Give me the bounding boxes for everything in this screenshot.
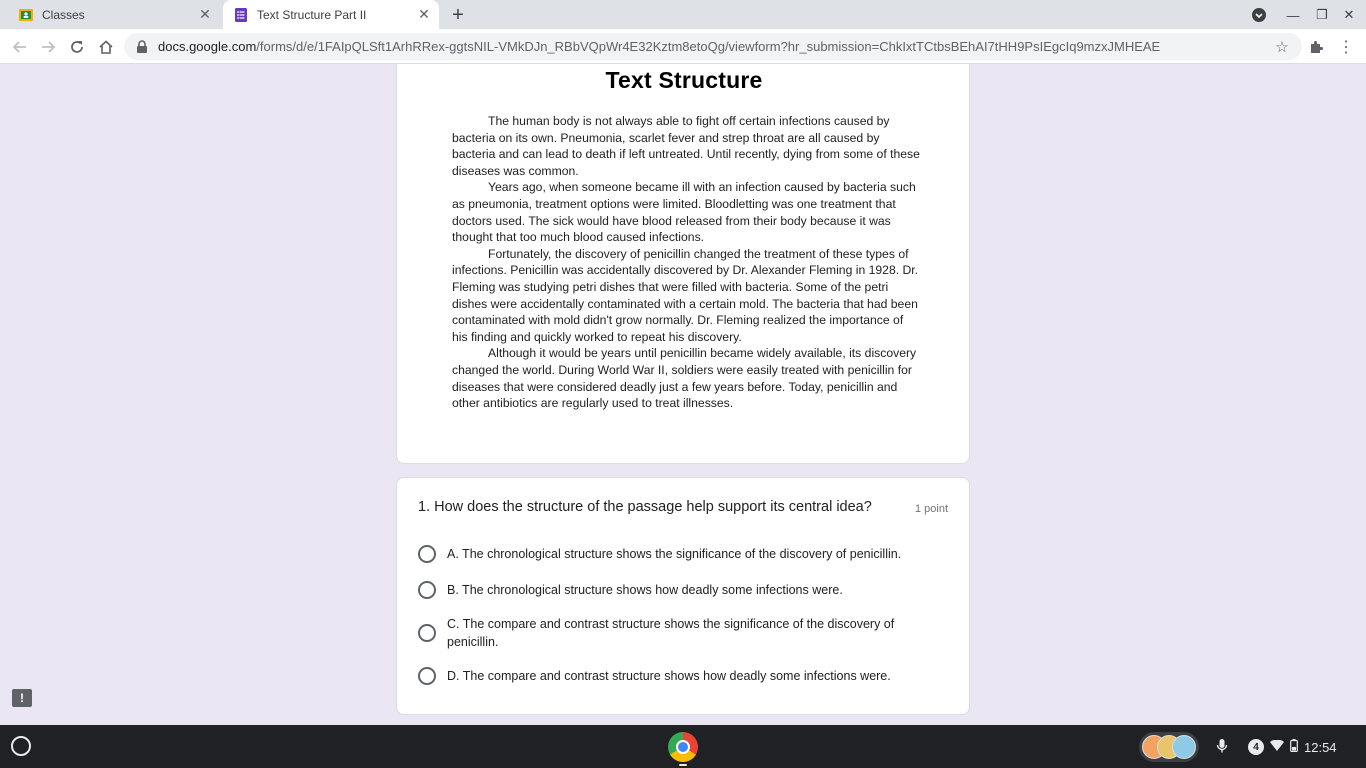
wifi-icon bbox=[1270, 740, 1284, 755]
passage-paragraph: Although it would be years until penicillin became widely available, its discovery changed the world. During World War II, soldiers were easily treated with penicillin for diseases that were considered deadly just a few years before. Today, penicillin and other antibiotics are regularly used to treat illnesses. bbox=[452, 346, 917, 411]
tab-classes[interactable] bbox=[8, 0, 220, 29]
clock: 12:54 bbox=[1304, 739, 1337, 755]
tab-text-structure[interactable] bbox=[223, 0, 439, 29]
passage-paragraph: Fortunately, the discovery of penicillin changed the treatment of these types of infections. Penicillin was accidentally discovered by Dr. Alexander Fleming in 1928. Dr. Fleming was studying petri dishes that were filled with bacteria. Some of the petri dishes were accidentally contaminated with a certain mold. The bacteria that had been contaminated with mold didn't grow normally. Dr. Fleming realized the importance of his finding and quickly worked to repeat his discovery. bbox=[452, 246, 919, 344]
google-forms-icon bbox=[233, 7, 249, 23]
option-label: C. The compare and contrast structure shows the significance of the discovery of penicillin. bbox=[447, 617, 895, 649]
option-label: A. The chronological structure shows the significance of the discovery of penicillin. bbox=[447, 547, 902, 561]
question-points: 1 point bbox=[914, 503, 948, 515]
avatar bbox=[1172, 735, 1196, 759]
answer-option-d[interactable] bbox=[418, 667, 938, 685]
running-indicator bbox=[679, 764, 687, 766]
passage-card bbox=[396, 64, 970, 464]
close-window-icon[interactable]: ✕ bbox=[1343, 7, 1355, 22]
answer-option-b[interactable] bbox=[418, 581, 938, 599]
report-feedback-icon[interactable]: ! bbox=[12, 689, 32, 707]
restore-icon[interactable]: ❐ bbox=[1316, 7, 1328, 22]
microphone-icon[interactable] bbox=[1212, 736, 1232, 756]
answer-option-a[interactable] bbox=[418, 545, 938, 563]
passage-paragraph: Years ago, when someone became ill with an infection caused by bacteria such as pneumonia, treatment options were limited. Bloodletting was one treatment that doctors used. The sick would have blood released from their body because it was thought that too much blood caused infections. bbox=[452, 180, 916, 245]
passage-title: Text Structure bbox=[605, 67, 763, 93]
back-arrow-icon[interactable] bbox=[7, 34, 33, 60]
option-label: B. The chronological structure shows how deadly some infections were. bbox=[447, 583, 843, 597]
url-host: docs.google.com bbox=[158, 39, 257, 54]
lock-icon[interactable] bbox=[136, 40, 150, 54]
browser-toolbar bbox=[0, 29, 1366, 64]
passage-body bbox=[452, 113, 922, 412]
tab-search-icon[interactable] bbox=[1248, 4, 1270, 26]
option-label: D. The compare and contrast structure shows how deadly some infections were. bbox=[447, 669, 891, 683]
tab-strip bbox=[0, 0, 1366, 29]
bookmark-star-icon[interactable]: ☆ bbox=[1275, 38, 1289, 56]
question-text: 1. How does the structure of the passage help support its central idea? bbox=[418, 499, 872, 515]
address-bar[interactable] bbox=[124, 33, 1302, 60]
close-tab-icon[interactable]: ✕ bbox=[418, 6, 430, 22]
extensions-puzzle-icon[interactable] bbox=[1303, 34, 1329, 60]
url-text bbox=[158, 39, 1270, 54]
menu-kebab-icon[interactable]: ⋮ bbox=[1338, 39, 1354, 56]
account-avatars[interactable] bbox=[1139, 732, 1199, 762]
home-icon[interactable] bbox=[93, 34, 119, 60]
form-page bbox=[0, 64, 1366, 725]
radio-button[interactable] bbox=[418, 667, 436, 685]
new-tab-button[interactable]: + bbox=[452, 3, 464, 26]
os-shelf bbox=[0, 725, 1366, 768]
system-tray[interactable] bbox=[1248, 733, 1337, 761]
classroom-icon bbox=[18, 7, 34, 23]
passage-paragraph: The human body is not always able to fight off certain infections caused by bacteria on its own. Pneumonia, scarlet fever and strep throat are all caused by bacteria and can lead to death if left untreated. Until recently, dying from some of these diseases was common. bbox=[452, 114, 920, 178]
reload-icon[interactable] bbox=[64, 34, 90, 60]
answer-option-c[interactable] bbox=[418, 615, 938, 651]
battery-icon bbox=[1290, 739, 1298, 755]
radio-button[interactable] bbox=[418, 545, 436, 563]
notification-count-badge: 4 bbox=[1248, 739, 1264, 755]
url-path: /forms/d/e/1FAIpQLSft1ArhRRex-ggtsNIL-VMkDJn_RBbVQpWr4E32Kztm8etoQg/viewform?hr_submission=ChkIxtTCtbsBEhAI7tHH9PsIEgcIq9mzxJMHEAE bbox=[256, 39, 1161, 54]
radio-button[interactable] bbox=[418, 581, 436, 599]
radio-button[interactable] bbox=[418, 624, 436, 642]
tab-title: Text Structure Part II bbox=[257, 7, 367, 22]
tab-title: Classes bbox=[42, 7, 85, 22]
launcher-icon[interactable] bbox=[11, 736, 31, 756]
close-tab-icon[interactable]: ✕ bbox=[199, 6, 211, 22]
question-card bbox=[396, 477, 970, 715]
forward-arrow-icon[interactable] bbox=[35, 34, 61, 60]
chrome-app-icon[interactable] bbox=[668, 732, 698, 762]
minimize-icon[interactable]: — bbox=[1286, 7, 1300, 23]
